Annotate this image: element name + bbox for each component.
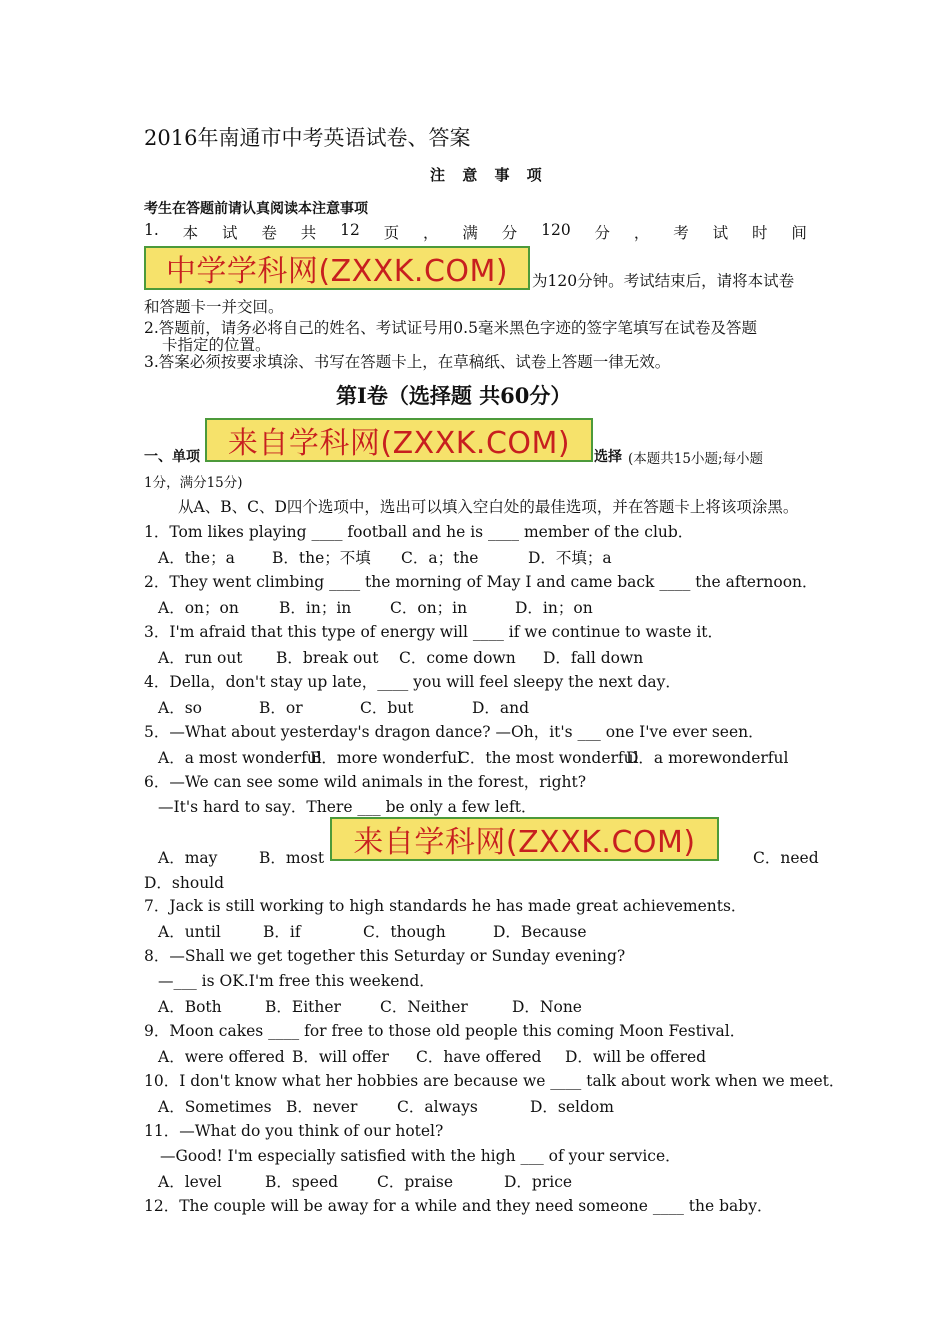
option-a: A．run out: [158, 649, 243, 667]
option-a: A．until: [158, 923, 221, 941]
notice-item-1-cont: 为120分钟。考试结束后，请将本试卷: [532, 272, 795, 290]
question-3: 3．I'm afraid that this type of energy will ____ if we continue to waste it．: [144, 623, 724, 641]
option-b: B．more wonderful: [310, 749, 463, 767]
option-b: B．Either: [265, 998, 341, 1016]
option-c: C．always: [397, 1098, 478, 1116]
option-c: C．but: [360, 699, 414, 717]
option-a: A．the；a: [158, 549, 235, 567]
notice-item-2-cont: 卡指定的位置。: [162, 336, 271, 354]
option-b: B．in；in: [279, 599, 352, 617]
part1-label-b: 选择: [594, 449, 622, 465]
option-b: B．speed: [265, 1173, 339, 1191]
option-d: D．will be offered: [565, 1048, 707, 1066]
part1-desc-2: 1分，满分15分): [144, 475, 243, 491]
question-10: 10．I don't know what her hobbies are because we ____ talk about work when we meet．: [144, 1072, 845, 1090]
option-d: D．should: [144, 874, 225, 892]
page-title: 2016年南通市中考英语试卷、答案: [144, 126, 471, 150]
option-d: D．None: [512, 998, 582, 1016]
instruction: 从A、B、C、D四个选项中，选出可以填入空白处的最佳选项，并在答题卡上将该项涂黑。: [178, 498, 799, 516]
watermark-banner: 来自学科网(ZXXK.COM): [330, 817, 719, 861]
question-5: 5．—What about yesterday's dragon dance? —Oh，it's ___ one I've ever seen．: [144, 723, 764, 741]
question-8-reply: —___ is OK.I'm free this weekend．: [158, 972, 435, 990]
option-c: C．need: [753, 849, 819, 867]
option-c: C．have offered: [416, 1048, 542, 1066]
part1-desc: (本题共15小题;每小题: [628, 451, 763, 467]
option-a: A．on；on: [158, 599, 239, 617]
question-8: 8．—Shall we get together this Seturday or Sunday evening?: [144, 947, 626, 965]
option-c: C．Neither: [380, 998, 468, 1016]
notice-item-2: 2.答题前，请务必将自己的姓名、考试证号用0.5毫米黑色字迹的签字笔填写在试卷及答题: [144, 319, 757, 337]
option-c: C．on；in: [390, 599, 468, 617]
question-11-reply: —Good! I'm especially satisfied with the high ___ of your service．: [160, 1147, 681, 1165]
option-a: A．Sometimes: [158, 1098, 272, 1116]
notice-item-1-line: 1. 本 试 卷 共 12 页 ， 满 分 120 分 ， 考 试 时 间: [144, 221, 807, 242]
notice-intro: 考生在答题前请认真阅读本注意事项: [144, 201, 368, 217]
watermark-banner: 来自学科网(ZXXK.COM): [205, 418, 593, 462]
option-b: B．if: [263, 923, 301, 941]
question-7: 7．Jack is still working to high standards he has made great achievements．: [144, 897, 747, 915]
option-a: A．were offered: [158, 1048, 285, 1066]
option-d: D．and: [472, 699, 530, 717]
part1-label-a: 一、单项: [144, 449, 200, 465]
notice-item-3: 3.答案必须按要求填涂、书写在答题卡上，在草稿纸、试卷上答题一律无效。: [144, 353, 671, 371]
notice-heading: 注 意 事 项: [430, 166, 548, 184]
option-a: A．so: [158, 699, 202, 717]
option-a: A．may: [158, 849, 218, 867]
option-d: D．a morewonderful: [626, 749, 789, 767]
option-d: D．seldom: [530, 1098, 614, 1116]
option-a: A．a most wonderful: [158, 749, 322, 767]
notice-item-1-end: 和答题卡一并交回。: [144, 298, 284, 316]
watermark-banner: 中学学科网(ZXXK.COM): [144, 246, 530, 290]
question-11: 11．—What do you think of our hotel?: [144, 1122, 444, 1140]
section-title: 第Ⅰ卷（选择题 共60分）: [336, 383, 572, 408]
option-c: C．a；the: [401, 549, 479, 567]
option-b: B．the；不填: [272, 549, 371, 567]
option-c: C．praise: [377, 1173, 454, 1191]
option-a: A．level: [158, 1173, 222, 1191]
question-6: 6．—We can see some wild animals in the forest，right?: [144, 773, 587, 791]
question-12: 12．The couple will be away for a while and they need someone ____ the baby．: [144, 1197, 773, 1215]
option-d: D．不填；a: [528, 549, 612, 567]
option-b: B．never: [286, 1098, 358, 1116]
question-6-reply: —It's hard to say．There ___ be only a few left．: [158, 798, 537, 816]
option-d: D．price: [504, 1173, 573, 1191]
option-b: B．break out: [276, 649, 379, 667]
option-d: D．fall down: [543, 649, 644, 667]
question-1: 1．Tom likes playing ____ football and he is ____ member of the club．: [144, 523, 694, 541]
option-d: D．Because: [493, 923, 587, 941]
question-4: 4．Della，don't stay up late，____ you will feel sleepy the next day．: [144, 673, 681, 691]
option-c: C．come down: [399, 649, 516, 667]
option-a: A．Both: [158, 998, 222, 1016]
option-b: B．or: [259, 699, 303, 717]
option-b: B．most: [259, 849, 325, 867]
option-d: D．in；on: [515, 599, 593, 617]
option-c: C．the most wonderful: [458, 749, 639, 767]
question-2: 2．They went climbing ____ the morning of May I and came back ____ the afternoon．: [144, 573, 818, 591]
question-9: 9．Moon cakes ____ for free to those old people this coming Moon Festival．: [144, 1022, 746, 1040]
option-b: B．will offer: [292, 1048, 389, 1066]
option-c: C．though: [363, 923, 446, 941]
